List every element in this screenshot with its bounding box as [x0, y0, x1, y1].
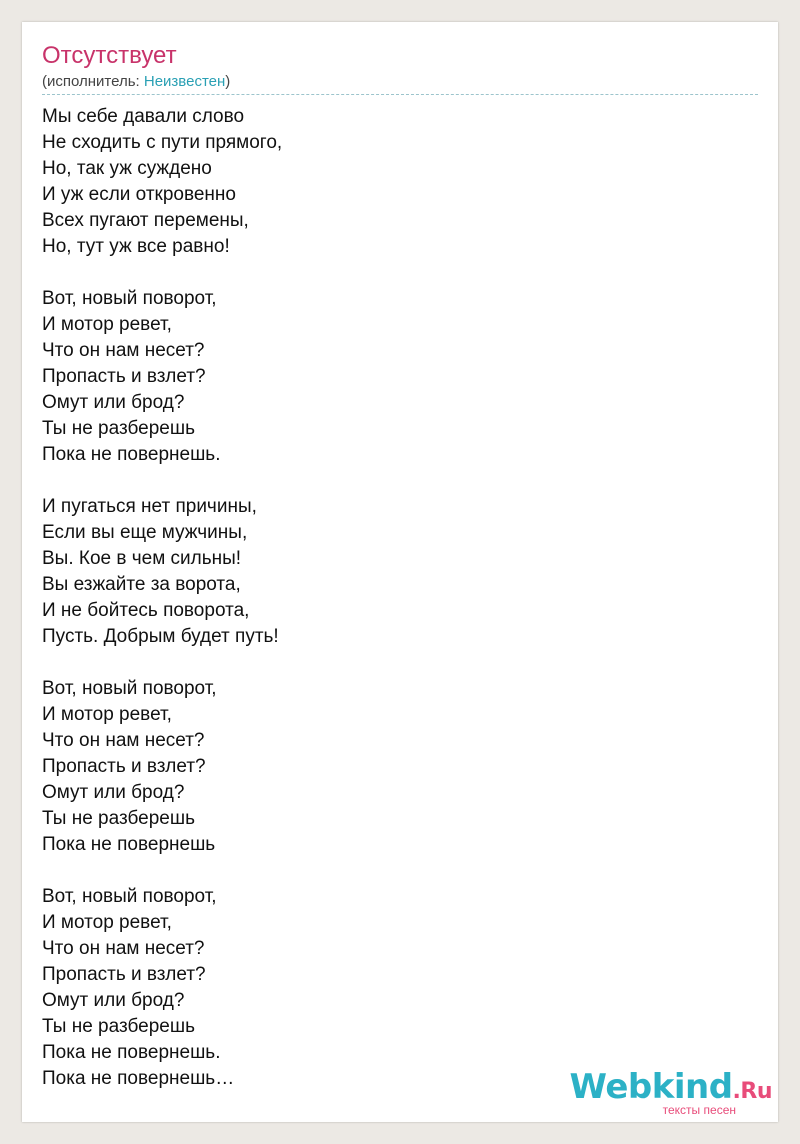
lyric-line: Что он нам несет?: [42, 730, 205, 751]
lyric-line: Пропасть и взлет?: [42, 366, 206, 387]
lyric-line: Мы себе давали слово: [42, 106, 245, 127]
lyric-line: Всех пугают перемены,: [42, 210, 249, 231]
lyric-line: Пока не повернешь…: [42, 1068, 235, 1089]
webkind-logo[interactable]: [570, 1069, 772, 1116]
lyric-line: Пока не повернешь: [42, 834, 216, 855]
lyric-line: Омут или брод?: [42, 782, 185, 803]
lyric-line: И мотор ревет,: [42, 912, 172, 933]
lyric-line: Ты не разберешь: [42, 418, 195, 439]
logo-name: Webkind: [569, 1067, 733, 1107]
lyric-line: Пока не повернешь.: [42, 1042, 221, 1063]
lyric-line: Но, тут уж все равно!: [42, 236, 230, 257]
lyric-line: Если вы еще мужчины,: [42, 522, 248, 543]
lyric-line: Что он нам несет?: [42, 340, 205, 361]
dashed-divider: [42, 94, 758, 95]
lyric-line: Пропасть и взлет?: [42, 756, 206, 777]
song-title: Отсутствует: [42, 42, 177, 69]
lyric-line: Ты не разберешь: [42, 808, 195, 829]
lyric-line: Что он нам несет?: [42, 938, 205, 959]
lyric-line: И уж если откровенно: [42, 184, 236, 205]
lyric-line: Пусть. Добрым будет путь!: [42, 626, 279, 647]
lyric-line: Но, так уж суждено: [42, 158, 212, 179]
lyric-line: Омут или брод?: [42, 392, 185, 413]
artist-prefix: (исполнитель:: [42, 73, 144, 90]
lyrics-text: [42, 104, 282, 1092]
artist-link[interactable]: Неизвестен: [143, 73, 226, 90]
lyric-line: И мотор ревет,: [42, 314, 172, 335]
stanza: [42, 494, 282, 650]
stanza: [42, 286, 282, 468]
lyric-line: Не сходить с пути прямого,: [42, 132, 283, 153]
artist-suffix: ): [225, 73, 231, 90]
stanza: [42, 104, 282, 260]
logo-tld: .Ru: [732, 1079, 772, 1104]
stanza: [42, 676, 282, 858]
stanza: [42, 884, 282, 1092]
lyrics-page: [22, 22, 778, 1122]
lyric-line: Вы езжайте за ворота,: [42, 574, 241, 595]
lyric-line: Вы. Кое в чем сильны!: [42, 548, 242, 569]
lyric-line: Вот, новый поворот,: [42, 678, 217, 699]
lyric-line: И пугаться нет причины,: [42, 496, 257, 517]
lyric-line: Вот, новый поворот,: [42, 886, 217, 907]
lyric-line: Омут или брод?: [42, 990, 185, 1011]
lyric-line: И не бойтесь поворота,: [42, 600, 250, 621]
lyric-line: И мотор ревет,: [42, 704, 172, 725]
logo-tagline: тексты песен: [662, 1103, 736, 1117]
lyric-line: Ты не разберешь: [42, 1016, 195, 1037]
lyric-line: Вот, новый поворот,: [42, 288, 217, 309]
lyric-line: Пропасть и взлет?: [42, 964, 206, 985]
artist-line: [42, 73, 230, 91]
lyric-line: Пока не повернешь.: [42, 444, 221, 465]
